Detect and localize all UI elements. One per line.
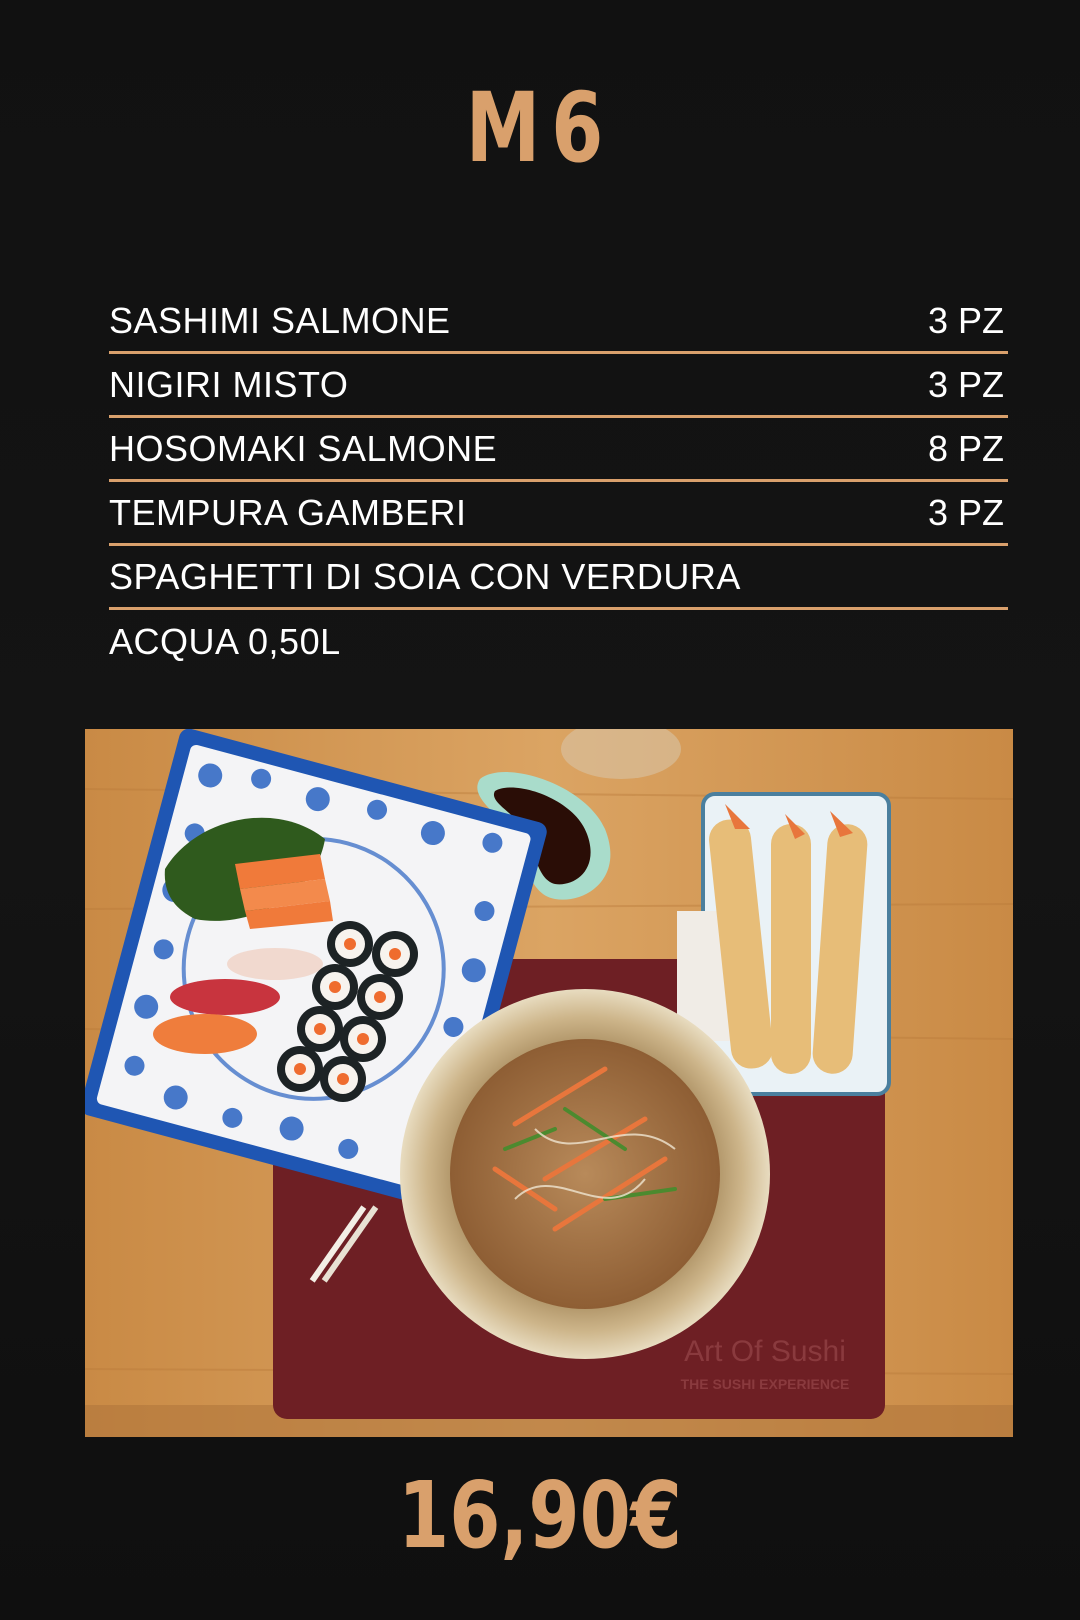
menu-item-quantity: 3 PZ (927, 363, 1004, 405)
menu-item (109, 290, 1008, 354)
food-photo (85, 729, 1013, 1437)
menu-items-list (109, 290, 1008, 674)
menu-item (109, 610, 1008, 674)
menu-item (109, 546, 1008, 610)
watermark-subtitle: THE SUSHI EXPERIENCE (680, 1376, 850, 1392)
menu-item (109, 418, 1008, 482)
sashimi-salmon (235, 854, 333, 929)
menu-item (109, 482, 1008, 546)
menu-item-name: HOSOMAKI SALMONE (109, 427, 498, 469)
menu-item-name: ACQUA 0,50L (109, 621, 341, 662)
noodle-bowl (400, 989, 770, 1359)
menu-item-name: NIGIRI MISTO (109, 363, 349, 405)
price: 16,90€ (397, 1462, 683, 1569)
menu-item-quantity: 3 PZ (927, 299, 1004, 341)
menu-item-name: SPAGHETTI DI SOIA CON VERDURA (109, 555, 741, 597)
menu-code-title: M6 (465, 72, 615, 184)
menu-item-name: TEMPURA GAMBERI (109, 491, 467, 533)
menu-item-quantity: 8 PZ (927, 427, 1004, 469)
menu-item-name: SASHIMI SALMONE (109, 299, 451, 341)
menu-item (109, 354, 1008, 418)
watermark-title: Art Of Sushi (684, 1335, 846, 1368)
menu-item-quantity: 3 PZ (927, 491, 1004, 533)
